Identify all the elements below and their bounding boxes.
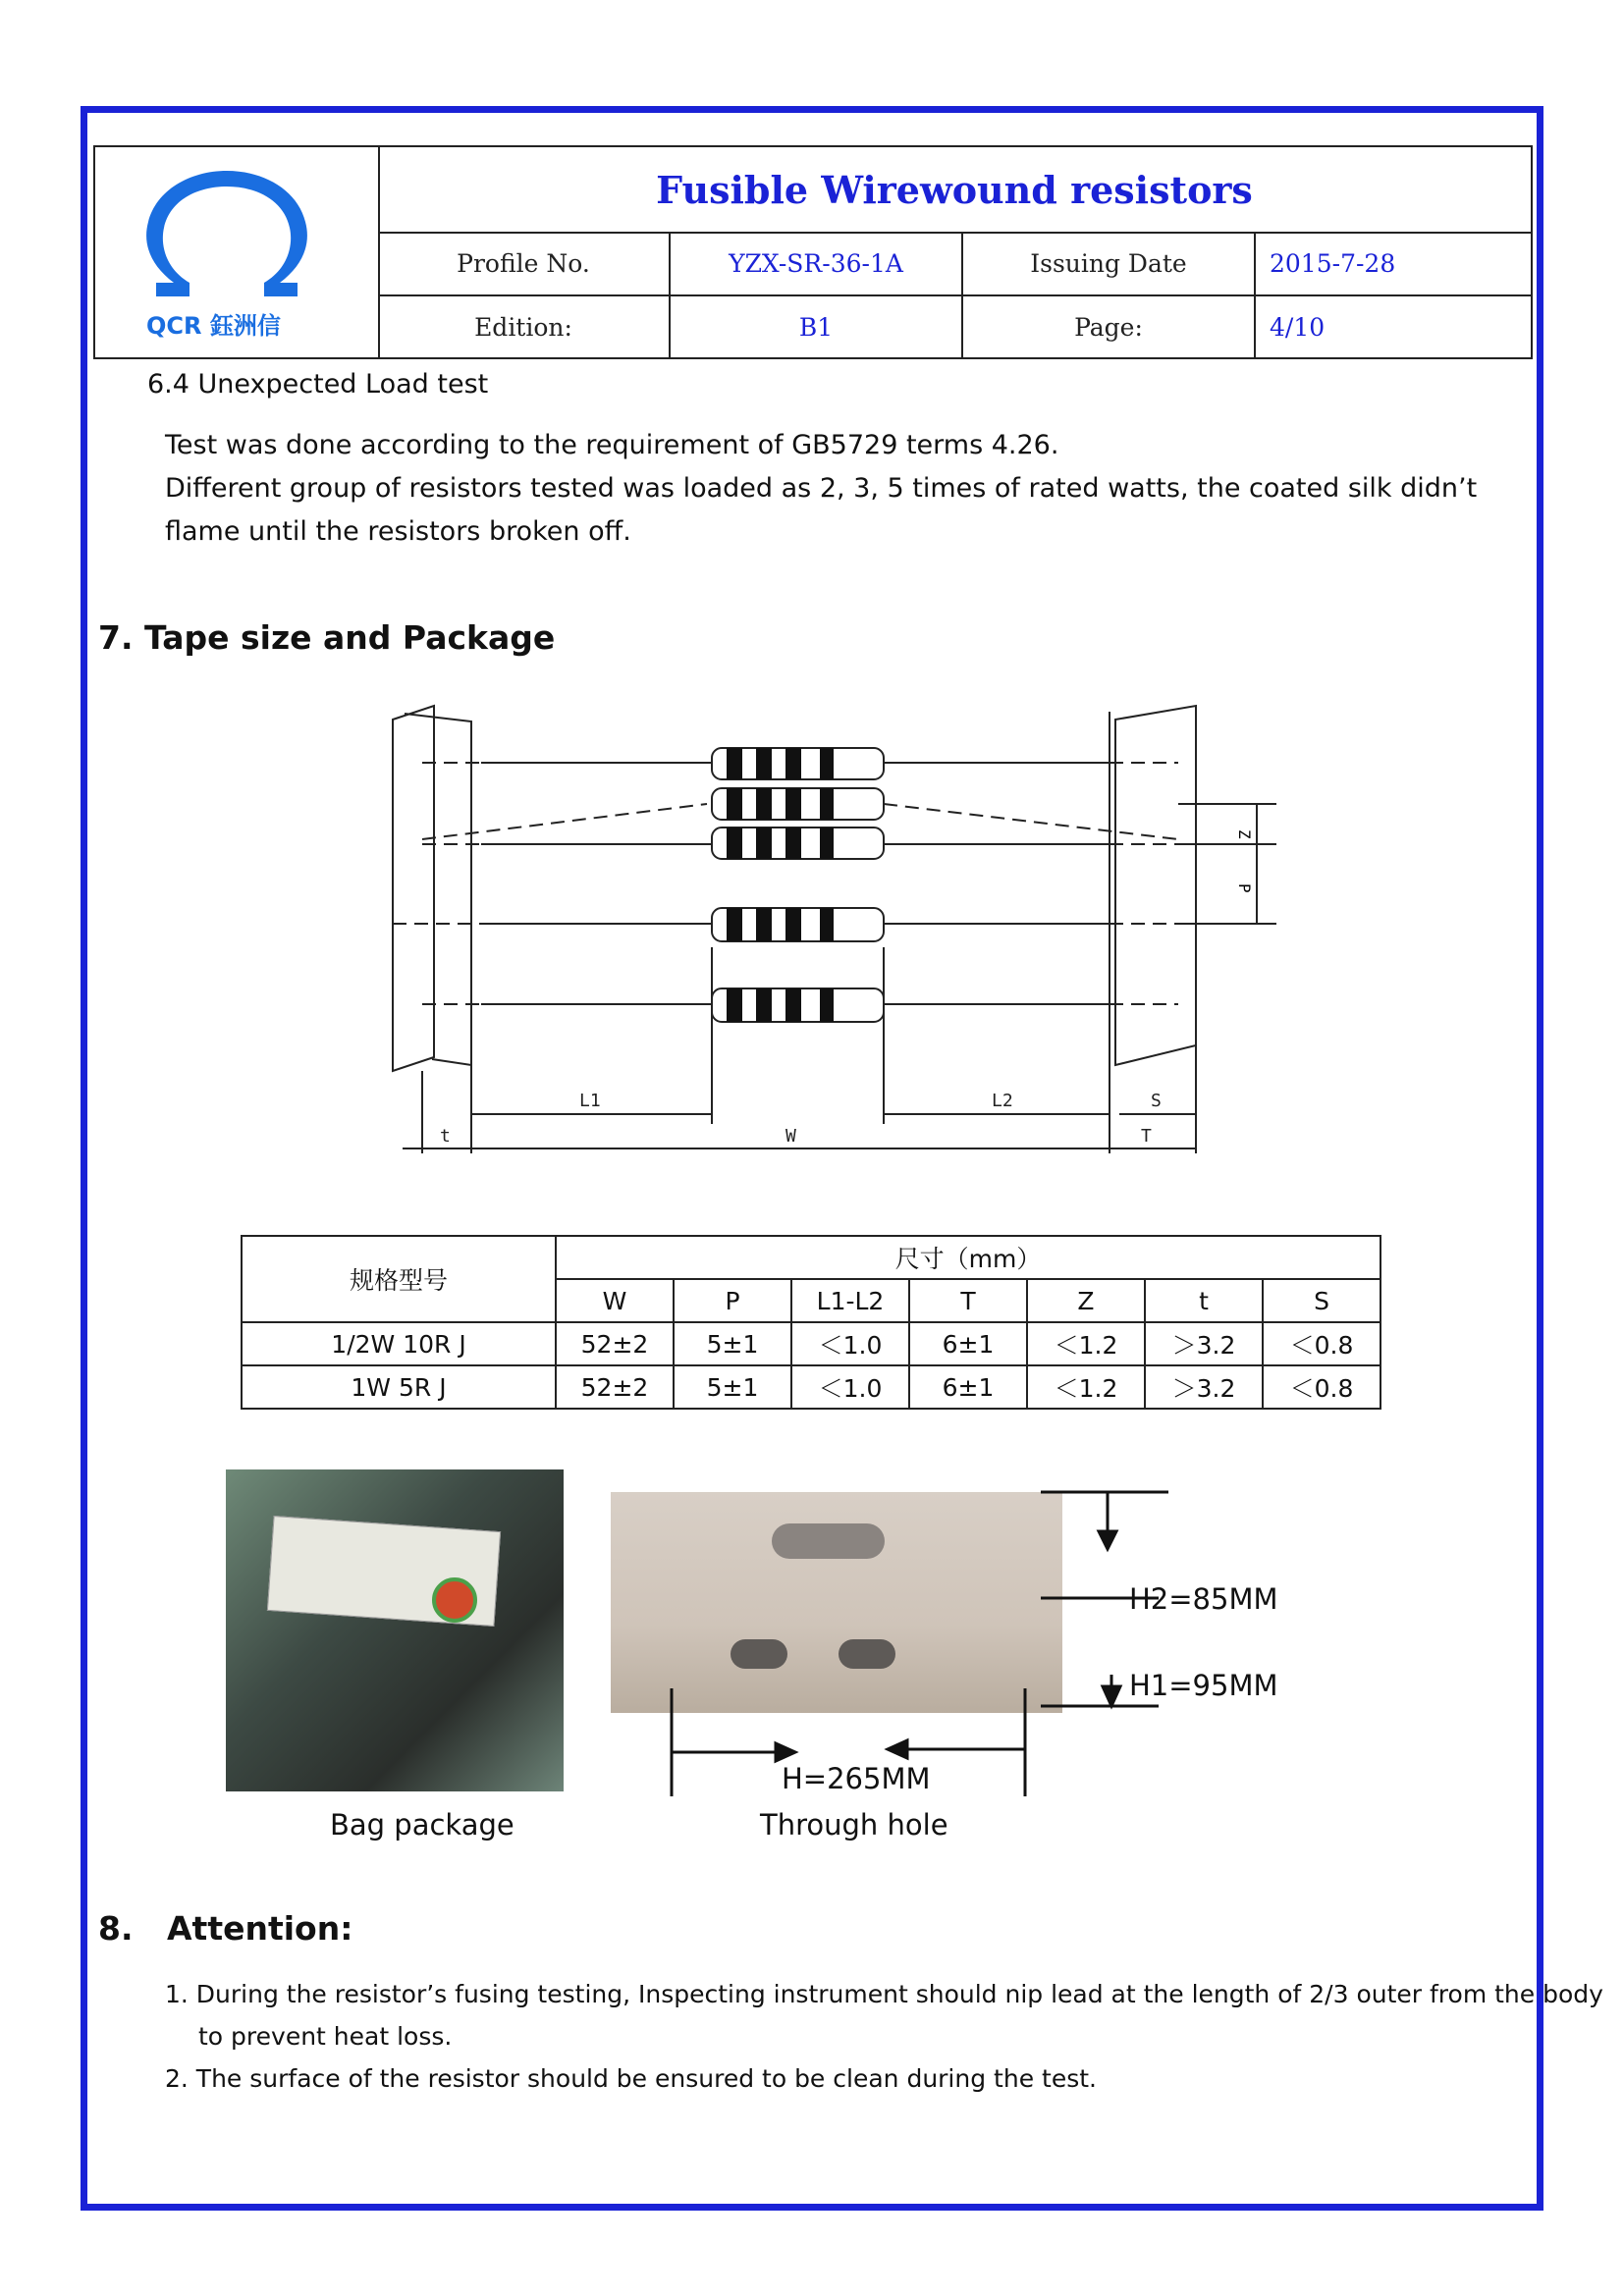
label-l1: L1 (579, 1091, 601, 1111)
col-z: Z (1027, 1279, 1145, 1322)
col-t: t (1145, 1279, 1263, 1322)
col-s: S (1263, 1279, 1380, 1322)
label-p: P (1235, 883, 1254, 893)
row-model: 1W 5R J (242, 1365, 556, 1409)
edition-value: B1 (671, 296, 963, 357)
table-row (242, 1365, 1380, 1409)
attention-item-1-cont: to prevent heat loss. (198, 2022, 453, 2051)
profile-label: Profile No. (378, 232, 671, 294)
cell: 5±1 (674, 1365, 791, 1409)
cell: ＞3.2 (1145, 1322, 1263, 1365)
issuing-date-value: 2015-7-28 (1270, 248, 1396, 278)
table-row (242, 1322, 1380, 1365)
attention-item-2: 2. The surface of the resistor should be ensured to be clean during the test. (165, 2064, 1097, 2093)
cell: ＜0.8 (1263, 1365, 1380, 1409)
logo-cell (95, 147, 380, 357)
resistor-bodies (712, 748, 884, 1022)
section-6-4-heading: 6.4 Unexpected Load test (147, 369, 489, 400)
cell: 5±1 (674, 1322, 791, 1365)
label-T: T (1141, 1126, 1152, 1147)
cell: ＞3.2 (1145, 1365, 1263, 1409)
resistor-4 (712, 908, 884, 941)
resistor-5 (712, 988, 884, 1022)
h-dimension: H=265MM (782, 1762, 931, 1795)
cell: 52±2 (556, 1322, 674, 1365)
col-T: T (909, 1279, 1027, 1322)
left-tape-front (393, 706, 434, 1071)
h1-dimension: H1=95MM (1129, 1669, 1278, 1702)
col-p: P (674, 1279, 791, 1322)
cell: ＜1.2 (1027, 1322, 1145, 1365)
section-6-4-line-1: Test was done according to the requirement of GB5729 terms 4.26. (165, 430, 1059, 460)
label-z: Z (1235, 829, 1254, 839)
dim-header: 尺寸（mm） (556, 1236, 1380, 1279)
resistor-2 (712, 788, 884, 820)
edition-label: Edition: (378, 296, 671, 357)
resistor-3 (712, 828, 884, 859)
section-8-number: 8. (98, 1909, 134, 1948)
spec-table (241, 1235, 1381, 1410)
box-dimension-lines (648, 1482, 1198, 1806)
header-row-edition (378, 296, 1531, 357)
left-tape-back (405, 714, 471, 1065)
section-8-heading: Attention: (167, 1909, 353, 1948)
through-hole-caption: Through hole (760, 1808, 948, 1842)
bag-package-caption: Bag package (330, 1808, 514, 1842)
bag-package-photo (226, 1469, 564, 1791)
cell: 6±1 (909, 1365, 1027, 1409)
label-w: W (785, 1126, 796, 1147)
h2-dimension: H2=85MM (1129, 1582, 1278, 1616)
label-t: t (440, 1126, 451, 1147)
logo-text: QCR 鈺洲信 (146, 312, 281, 340)
right-tape-front (1115, 706, 1196, 1065)
cell: 6±1 (909, 1322, 1027, 1365)
section-6-4-line-2: Different group of resistors tested was loaded as 2, 3, 5 times of rated watts, the coated silk didn’t (165, 473, 1478, 504)
label-l2: L2 (992, 1091, 1013, 1111)
cell: ＜0.8 (1263, 1322, 1380, 1365)
cell: 52±2 (556, 1365, 674, 1409)
attention-item-1: 1. During the resistor’s fusing testing, Inspecting instrument should nip lead at the length of 2/3 outer from the body (165, 1980, 1603, 2008)
title-row (378, 147, 1531, 234)
model-header: 规格型号 (242, 1236, 556, 1322)
tape-diagram (373, 692, 1296, 1163)
section-6-4-line-3: flame until the resistors broken off. (165, 516, 631, 547)
header-row-profile (378, 232, 1531, 296)
cell: ＜1.0 (791, 1322, 909, 1365)
section-7-heading: 7. Tape size and Package (98, 618, 556, 657)
cell: ＜1.0 (791, 1365, 909, 1409)
col-l1-l2: L1-L2 (791, 1279, 909, 1322)
document-header (93, 145, 1533, 359)
col-w: W (556, 1279, 674, 1322)
page-label: Page: (963, 296, 1256, 357)
document-title: Fusible Wirewound resistors (656, 167, 1253, 212)
label-s: S (1151, 1091, 1162, 1111)
cell: ＜1.2 (1027, 1365, 1145, 1409)
issuing-date-label: Issuing Date (963, 232, 1256, 294)
row-model: 1/2W 10R J (242, 1322, 556, 1365)
profile-value: YZX-SR-36-1A (671, 232, 963, 294)
resistor-1 (712, 748, 884, 779)
page-value: 4/10 (1270, 312, 1326, 342)
